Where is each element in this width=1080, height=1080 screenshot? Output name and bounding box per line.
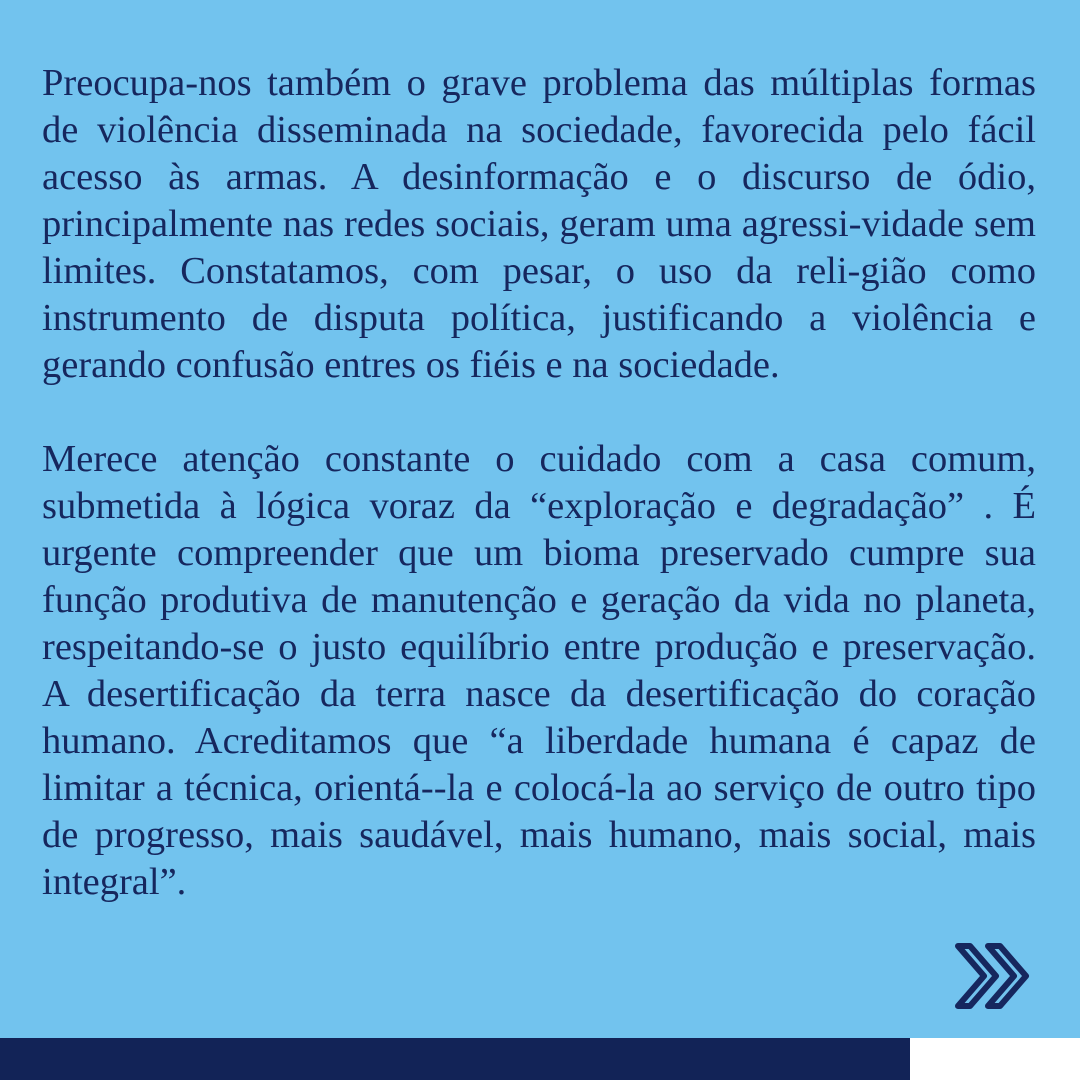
- text-block: [42, 60, 1036, 906]
- bottom-bar: [0, 1038, 910, 1080]
- paragraph-common-home: Merece atenção constante o cuidado com a casa comum, submetida à lógica voraz da “exploração e degradação” . É urgente compreender que um bioma preservado cumpre sua função produtiva de manutenção e geração da vida no planeta, respeitando-se o justo equilíbrio entre produção e preservação. A desertificação da terra nasce da desertificação do coração humano. Acreditamos que “a liberdade humana é capaz de limitar a técnica, orientá--la e colocá-la ao serviço de outro tipo de progresso, mais saudável, mais humano, mais social, mais integral”.: [42, 438, 1036, 903]
- paragraph-violence: Preocupa-nos também o grave problema das múltiplas formas de violência disseminada na sociedade, favorecida pelo fácil acesso às armas. A desinformação e o discurso de ódio, principalmente nas redes sociais, geram uma agressi-vidade sem limites. Constatamos, com pesar, o uso da reli-gião como instrumento de disputa política, justificando a violência e gerando confusão entres os fiéis e na sociedade.: [42, 62, 1036, 386]
- double-chevron-right-icon[interactable]: [950, 938, 1040, 1014]
- bottom-corner: [910, 1038, 1080, 1080]
